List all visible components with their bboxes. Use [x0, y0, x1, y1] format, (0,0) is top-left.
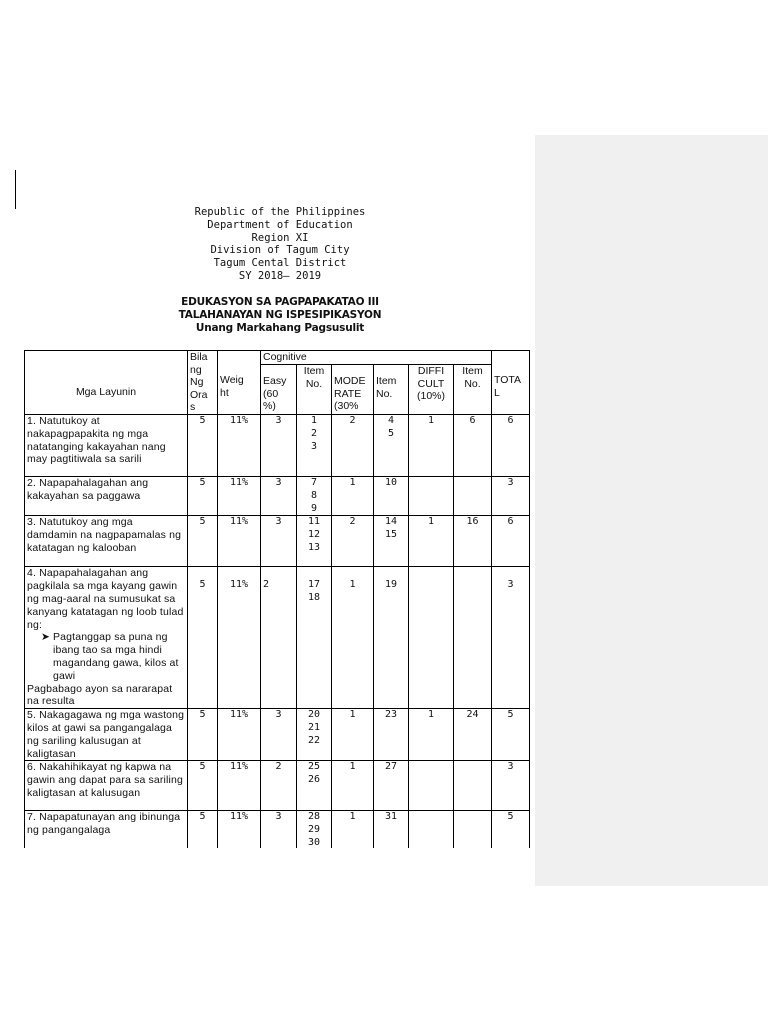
- objective-cell: [25, 567, 188, 709]
- easy-items-cell: 20 21 22: [297, 709, 332, 761]
- header-moderate: MODE RATE (30%: [332, 365, 374, 415]
- moderate-count-cell: 1: [332, 567, 374, 709]
- moderate-items-cell: 23: [374, 709, 409, 761]
- header-line-department: Department of Education: [207, 218, 353, 231]
- header-line-region: Region XI: [251, 231, 309, 244]
- easy-items-cell: 25 26: [297, 761, 332, 811]
- header-weight: Weig ht: [218, 351, 261, 415]
- easy-count-cell: 2: [261, 567, 297, 709]
- difficult-items-cell: 6: [454, 415, 492, 477]
- table-row: [25, 567, 530, 709]
- weight-cell: 11%: [218, 415, 261, 477]
- moderate-items-cell: 10: [374, 477, 409, 516]
- difficult-items-cell: 16: [454, 516, 492, 567]
- weight-cell: 11%: [218, 567, 261, 709]
- objective-cell: 6. Nakahihikayat ng kapwa na gawin ang dapat para sa sariling kaligtasan at kalusugan: [25, 761, 188, 811]
- header-mga-layunin: Mga Layunin: [25, 351, 188, 415]
- header-cognitive: Cognitive: [261, 351, 492, 365]
- easy-count-cell: 3: [261, 477, 297, 516]
- table-header-row-1: [25, 351, 530, 365]
- total-cell: 6: [492, 415, 530, 477]
- difficult-count-cell: [409, 761, 454, 811]
- difficult-count-cell: 1: [409, 415, 454, 477]
- moderate-items-cell: 14 15: [374, 516, 409, 567]
- moderate-items-cell: 31: [374, 811, 409, 871]
- difficult-items-cell: [454, 761, 492, 811]
- hours-cell: 5: [188, 709, 218, 761]
- objective-cell: 1. Natutukoy at nakapagpapakita ng mga natatanging kakayahan nang may pagtitiwala sa sarili: [25, 415, 188, 477]
- bullet-text: Pagtanggap sa puna ng ibang tao sa mga hindi magandang gawa, kilos at gawi: [53, 631, 179, 682]
- table-row: [25, 415, 530, 477]
- difficult-items-cell: [454, 477, 492, 516]
- moderate-count-cell: 1: [332, 761, 374, 811]
- hours-cell: 5: [188, 415, 218, 477]
- table-row: [25, 516, 530, 567]
- text-cursor: [15, 170, 16, 209]
- objective-cell: 3. Natutukoy ang mga damdamin na nagpapamalas ng katatagan ng kalooban: [25, 516, 188, 567]
- objective-bullet: [27, 631, 185, 682]
- moderate-count-cell: 2: [332, 415, 374, 477]
- objective-text: 4. Napapahalagahan ang pagkilala sa mga kayang gawin ng mag-aaral na sumusukat sa kanyang katatagan ng loob tulad ng:: [27, 567, 184, 631]
- hours-cell: 5: [188, 811, 218, 871]
- total-cell: 5: [492, 811, 530, 871]
- easy-count-cell: 3: [261, 415, 297, 477]
- title-table-name: TALAHANAYAN NG ISPESIPIKASYON: [178, 309, 382, 322]
- header-item-no-difficult: Item No.: [454, 365, 492, 415]
- objective-text-tail: Pagbabago ayon sa nararapat na resulta: [27, 682, 173, 708]
- header-line-republic: Republic of the Philippines: [194, 206, 366, 218]
- specification-table: [24, 350, 530, 871]
- hours-cell: 5: [188, 516, 218, 567]
- weight-cell: 11%: [218, 477, 261, 516]
- moderate-count-cell: 2: [332, 516, 374, 567]
- table-row: [25, 709, 530, 761]
- document-title: [110, 296, 450, 336]
- moderate-count-cell: 1: [332, 811, 374, 871]
- difficult-count-cell: 1: [409, 516, 454, 567]
- header-difficult: DIFFI CULT (10%): [409, 365, 454, 415]
- moderate-count-cell: 1: [332, 477, 374, 516]
- comment-pane: [535, 135, 768, 886]
- easy-count-cell: 3: [261, 811, 297, 871]
- table-row: [25, 761, 530, 811]
- difficult-count-cell: [409, 477, 454, 516]
- arrow-bullet-icon: ➤: [41, 631, 50, 644]
- page-crop-mask: [0, 848, 535, 888]
- header-easy: Easy (60 %): [261, 365, 297, 415]
- header-line-school-year: SY 2018– 2019: [238, 269, 322, 282]
- difficult-items-cell: 24: [454, 709, 492, 761]
- weight-cell: 11%: [218, 761, 261, 811]
- objective-cell: 2. Napapahalagahan ang kakayahan sa paggawa: [25, 477, 188, 516]
- title-exam-name: Unang Markahang Pagsusulit: [195, 322, 365, 335]
- moderate-items-cell: 19: [374, 567, 409, 709]
- total-cell: 3: [492, 761, 530, 811]
- header-line-district: Tagum Cental District: [213, 257, 347, 270]
- difficult-count-cell: [409, 567, 454, 709]
- total-cell: 6: [492, 516, 530, 567]
- document-header: [110, 206, 450, 283]
- header-item-no-moderate: Item No.: [374, 365, 409, 415]
- hours-cell: 5: [188, 477, 218, 516]
- header-total: TOTA L: [492, 351, 530, 415]
- easy-count-cell: 3: [261, 709, 297, 761]
- hours-cell: 5: [188, 567, 218, 709]
- difficult-count-cell: 1: [409, 709, 454, 761]
- easy-count-cell: 2: [261, 761, 297, 811]
- header-line-division: Division of Tagum City: [210, 244, 350, 257]
- easy-items-cell: 11 12 13: [297, 516, 332, 567]
- total-cell: 3: [492, 477, 530, 516]
- weight-cell: 11%: [218, 709, 261, 761]
- objective-cell: 5. Nakagagawa ng mga wastong kilos at gawi sa pangangalaga ng sariling kalusugan at kaligtasan: [25, 709, 188, 761]
- easy-items-cell: 1 2 3: [297, 415, 332, 477]
- title-subject: EDUKASYON SA PAGPAPAKATAO III: [181, 296, 379, 308]
- easy-items-cell: 17 18: [297, 567, 332, 709]
- objective-cell: 7. Napapatunayan ang ibinunga ng pangangalaga: [25, 811, 188, 871]
- table-row: [25, 477, 530, 516]
- hours-cell: 5: [188, 761, 218, 811]
- moderate-items-cell: 4 5: [374, 415, 409, 477]
- easy-items-cell: 28 29 30: [297, 811, 332, 871]
- difficult-items-cell: [454, 567, 492, 709]
- easy-items-cell: 7 8 9: [297, 477, 332, 516]
- weight-cell: 11%: [218, 516, 261, 567]
- moderate-items-cell: 27: [374, 761, 409, 811]
- easy-count-cell: 3: [261, 516, 297, 567]
- weight-cell: 11%: [218, 811, 261, 871]
- header-bilang-ng-oras: Bila ng Ng Ora s: [188, 351, 218, 415]
- header-item-no-easy: Item No.: [297, 365, 332, 415]
- total-cell: 3: [492, 567, 530, 709]
- moderate-count-cell: 1: [332, 709, 374, 761]
- total-cell: 5: [492, 709, 530, 761]
